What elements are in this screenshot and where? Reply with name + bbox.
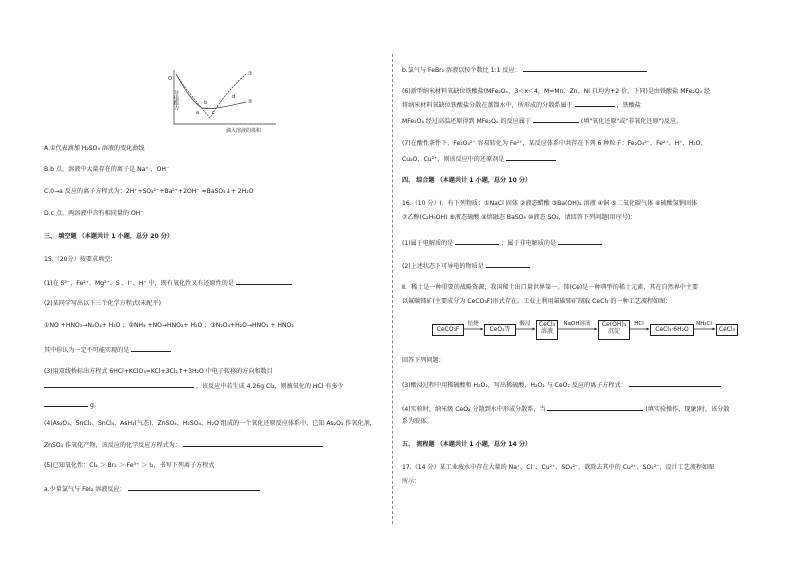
flow-label-acid-leach: 酸浸 <box>519 321 531 327</box>
question-17-intro-line2: 所示： <box>402 478 421 485</box>
conductivity-graph <box>126 66 278 136</box>
question-16-intro: 16.（10 分）Ⅰ．有下列物质：①NaCl 固体 ②液态醋酸 ③Ba(OH)₂ 溶液 ④铜 ⑤二氧化碳气体 ⑥硫酸氢钠固体 <box>402 200 698 207</box>
answer-blank[interactable] <box>533 116 579 123</box>
section-heading-3: 三、 填空题 （本题共计 1 小题，总分 20 分） <box>44 233 174 240</box>
answer-blank[interactable] <box>547 404 643 411</box>
question-15-part-3-line3: g。 <box>44 400 100 410</box>
answer-blank[interactable] <box>455 238 499 245</box>
flow-label-hcl: HCl <box>634 321 644 327</box>
question-16-part-1: (1)属于电解质的是 ；属于非电解质的是 <box>402 238 602 248</box>
question-15-part-4-line2: ZnSO₄ 作氧化产物，该反应的化学反应方程式为： <box>44 440 323 450</box>
question-15-part-2-equations: ①NO +HNO₃→N₂O₃+ H₂O ；②NH₃ +NO→HNO₂+ H₂O ；③N₂O₄+H₂O→HNO₃ + HNO₂ <box>44 322 294 329</box>
curve-2-label: ② <box>248 99 253 105</box>
answer-blank[interactable] <box>128 484 260 491</box>
section-heading-4: 四、 综合题 （本题共计 1 小题，总分 10 分） <box>402 177 532 184</box>
answer-blank[interactable] <box>629 380 721 387</box>
answer-blank[interactable] <box>523 65 647 72</box>
question-17-intro: 17.（14 分）某工业废水中存在大量的 Na⁺、Cl⁻、Cu²⁺、SO₄²⁻，欲除去其中的 Cu²⁺、SO₄²⁻，设计工艺流程如图 <box>402 464 715 471</box>
flow-label-nh4cl: NH₄Cl <box>696 321 712 327</box>
question-15-part-6-line3: MFe₂O₄ 经过高温还原得到 MFe₂Oₓ 的反应属于 (填"氧化还原"或"非氧化还原")反应。 <box>402 118 683 125</box>
question-15-part-7: (7)在酸性条件下，Fe₂O₄²⁻ 容易转化为 Fe²⁺，某反应体系中共存在下列 6 种粒子：Fe₂O₄²⁻、Fe²⁺、H⁺、H₂O、 <box>402 140 707 147</box>
curve-2 <box>176 74 246 109</box>
answer-blank[interactable] <box>183 440 323 447</box>
question-16-intro-line2: ⑦乙醇(C₂H₅OH) ⑧液态硫酸 ⑨熔融态 BaSO₄ ⑩液态 SO₃，请回答下列问题(用序号)： <box>402 214 637 221</box>
answer-blank[interactable] <box>575 100 615 107</box>
option-d: D.c 点，两溶液中含有相同量的 OH⁻ <box>44 210 144 217</box>
point-d-label: d <box>232 94 236 100</box>
question-15-title: 15.（20分）按要求填空： <box>44 256 117 263</box>
flow-box-cecofe: CeCO₃F <box>432 324 464 336</box>
answer-blank[interactable] <box>558 238 602 245</box>
question-15-part-3-line2: ，该反应中若生成 4.26g Cl₂，则被氧化的 HCl 有多少 <box>44 381 344 391</box>
option-c: C.0→a 反应的离子方程式为：2H⁺+SO₄²⁻+Ba²⁺+2OH⁻ =BaSO₄↓+ 2H₂O <box>44 188 254 195</box>
point-a-label: a <box>196 110 200 116</box>
answer-blank[interactable] <box>236 278 292 285</box>
question-16-part-II: Ⅱ．稀土是一种重要的战略资源，我国稀土出口量世界第一。铈(Ce)是一种典型的稀土元素，其在自然界中主要 <box>402 284 699 291</box>
answer-blank[interactable] <box>44 400 88 407</box>
curve-1-label: ① <box>248 71 253 77</box>
question-15-part-2: (2)某同学写出以下三个化学方程式(未配平) <box>44 300 161 307</box>
question-16-part-4-line2: 系为胶体。 <box>402 418 433 425</box>
flow-box-cecl3-hydrate: CeCl₃·6H₂O <box>650 324 694 336</box>
curve-1 <box>176 74 246 118</box>
option-a: A.①代表滴加 H₂SO₄ 溶液的变化曲线 <box>44 145 145 152</box>
question-15-part-4: (4)As₂O₃、SnCl₂、SnCl₄、AsH₃(气态)、ZnSO₄、H₂SO₄、H₂O 组成的一个氧化还原反应体系中，已知 As₂O₃ 作氧化剂， <box>44 420 376 427</box>
answer-blank[interactable] <box>486 261 530 268</box>
point-b-label: b <box>204 100 208 106</box>
question-15-part-6-line2: 将纳米材料氧缺位铁酸盐分散在蒸馏水中，所形成的分散系属于 ，铁酸盐 <box>402 102 641 109</box>
question-16-answer-prompt: 回答下列问题： <box>402 357 445 364</box>
question-16-part-3: (3)酸浸过程中用稀硫酸和 H₂O₂，写出稀硫酸、H₂O₂ 与 CeO₂ 反应的离子方程式： <box>402 380 721 390</box>
question-15-part-5a: a.少量氯气与 FeI₂ 溶液反应： <box>44 484 260 494</box>
question-15-part-7-line2: Cu₂O、Cu²⁺，则该反应中的还原剂是 <box>402 154 556 164</box>
option-b: B.b 点，溶液中大量存在的离子是 Na⁺ 、OH⁻ <box>44 166 170 173</box>
question-15-part-5: (5)已知氧化性：Cl₂ ＞ Br₂ ＞ Fe³⁺ ＞ I₂，书写下列离子方程式 <box>44 462 215 469</box>
answer-blank[interactable] <box>506 154 556 161</box>
question-15-part-2-ask: 其中你认为一定不可能实现的是 <box>44 345 171 355</box>
flow-box-cecl3: CeCl₃ <box>716 324 738 336</box>
flow-box-ceoh3: Ce(OH)₃ 沉淀 <box>598 320 630 340</box>
question-16-part-2: (2)上述状态下可导电的物质是 <box>402 261 530 271</box>
flow-box-ceo2: CeO₂等 <box>484 324 516 336</box>
question-16-part-4: (4)实验时，纳米级 CeO₂ 分散到水中形成分散系，当 (填实验操作、现象)时，该分散 <box>402 406 730 413</box>
graph-x-label: 滴入溶液的体积 <box>226 128 262 134</box>
section-heading-5: 五、 流程题 （本题共计 1 小题，总分 14 分） <box>402 441 532 448</box>
graph-origin-label: O <box>168 76 172 82</box>
question-16-part-II-line2: 以氟碳铈矿(主要成分为 CeCO₃F)形式存在。工业上利用氟碳铈矿制取 CeCl₃ 的一种工艺流程如图： <box>402 298 672 305</box>
question-15-part-6: (6)新型纳米材料氧缺位铁酸盐(MFe₂Oₓ，3＜x＜4，M=Mn、Zn、Ni 且均为+2 价，下同)是由铁酸盐 MFe₂O₄ 经 <box>402 88 711 95</box>
answer-blank[interactable] <box>44 381 194 388</box>
question-15-part-1: (1)在 S²⁻、Fe²⁺、Mg²⁺、S 、I⁻、H⁺ 中，既有氧化性又有还原性的是 <box>44 278 292 288</box>
answer-blank[interactable] <box>131 345 171 352</box>
graph-y-label: 导电能力 <box>173 90 179 110</box>
flow-label-naoh: NaOH溶液 <box>563 321 591 327</box>
point-c-label: c <box>212 110 215 116</box>
column-divider <box>392 54 393 524</box>
question-15-part-5b: b.氯气与 FeBr₂ 溶液以按个数比 1:1 反应： <box>402 65 647 75</box>
question-15-part-3: (3)用双线桥标出方程式 6HCl+KClO₃=KCl+3Cl₂↑+3H₂O 中电子转移的方向和数目 <box>44 368 273 375</box>
flow-box-cecl3-solution: CeCl₃ 溶液 <box>536 320 558 340</box>
flow-label-roast: 焙烧 <box>467 321 479 327</box>
